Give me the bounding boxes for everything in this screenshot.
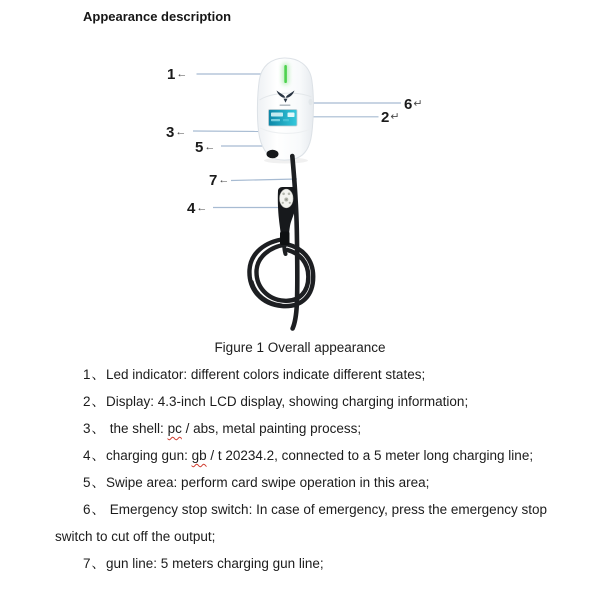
callout-2: 2↵ (381, 109, 400, 126)
description-list (55, 361, 565, 577)
callout-4: 4← (187, 199, 208, 217)
charging-gun (278, 187, 297, 245)
callout-7: 7← (209, 172, 230, 189)
item-number: 1、 (83, 367, 107, 382)
charger-figure (140, 50, 440, 340)
item-text: switch to cut off the output; (55, 529, 216, 544)
led-indicator (284, 65, 287, 83)
gun-holster (267, 150, 279, 159)
linebreak-mark: ← (218, 174, 230, 186)
callout-5: 5← (195, 138, 216, 156)
item-text: Emergency stop switch: In case of emergency, press the emergency stop (106, 502, 547, 517)
gun-clip (280, 232, 290, 246)
desc-item-7 (55, 550, 565, 577)
emergency-stop-switch (309, 99, 313, 105)
leader-line-7 (231, 179, 297, 181)
item-text: the shell: (106, 421, 168, 436)
callout-1: 1← (167, 66, 188, 83)
desc-item-2 (55, 388, 565, 415)
callout-6: 6↵ (404, 95, 423, 113)
linebreak-mark: ← (204, 140, 216, 153)
page-title: Appearance description (83, 9, 232, 24)
item-text: charging gun: (106, 448, 192, 463)
item-text: Swipe area: perform card swipe operation in this area; (106, 475, 430, 490)
item-number: 4、 (83, 448, 107, 463)
linebreak-mark: ← (175, 125, 187, 138)
lcd-display (269, 110, 298, 127)
item-text: Led indicator: different colors indicate different states; (106, 367, 426, 382)
linebreak-mark: ↵ (413, 97, 423, 110)
item-text: / t 20234.2, connected to a 5 meter long charging line; (206, 448, 534, 463)
item-text: / abs, metal painting process; (181, 421, 362, 436)
figure-caption: Figure 1 Overall appearance (214, 340, 386, 355)
brand-wordmark (280, 105, 291, 106)
desc-item-5 (55, 469, 565, 496)
item-text: gun line: 5 meters charging gun line; (106, 556, 324, 571)
callout-3: 3← (166, 123, 187, 141)
leader-line-3 (193, 131, 267, 132)
linebreak-mark: ← (176, 68, 188, 80)
desc-item-6-continued (55, 523, 565, 550)
item-number: 5、 (83, 475, 107, 490)
linebreak-mark: ← (196, 201, 208, 214)
item-number: 6、 (83, 502, 107, 517)
linebreak-mark: ↵ (390, 111, 400, 123)
item-number: 2、 (83, 394, 107, 409)
item-number: 3、 (83, 421, 107, 436)
cable-coil (249, 238, 313, 306)
desc-item-3 (55, 415, 565, 442)
spellcheck-word: gb (191, 448, 207, 463)
desc-item-1 (55, 361, 565, 388)
desc-item-4 (55, 442, 565, 469)
item-number: 7、 (83, 556, 107, 571)
spellcheck-word: pc (167, 421, 182, 436)
desc-item-6 (55, 496, 565, 523)
item-text: Display: 4.3-inch LCD display, showing charging information; (106, 394, 469, 409)
